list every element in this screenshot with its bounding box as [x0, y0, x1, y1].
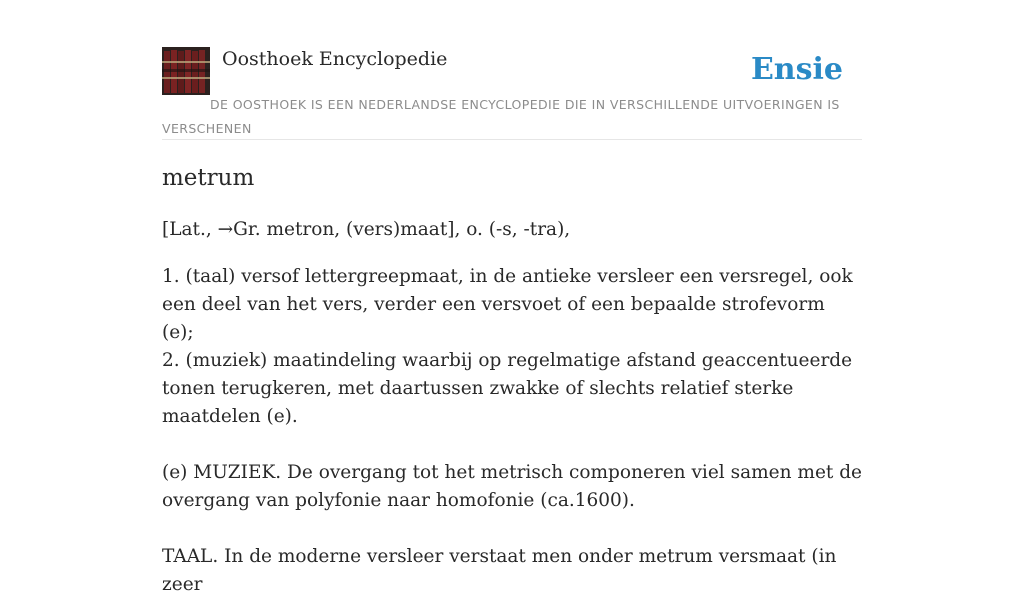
site-header: [162, 47, 862, 140]
avatar[interactable]: [162, 47, 210, 95]
entry-title: metrum: [162, 165, 255, 191]
definition-1: 1. (taal) versof lettergreepmaat, in de antieke versleer een versregel, ook een deel van het vers, verder een versvoet of een bepaalde strofevorm (e);: [162, 266, 853, 343]
spacer: [162, 431, 862, 459]
encyclopedia-books-icon: [162, 47, 210, 95]
brand-logo[interactable]: Ensie: [750, 52, 843, 87]
note-language: TAAL. In de moderne versleer verstaat men onder metrum versmaat (in zeer: [162, 546, 837, 595]
note-music: (e) MUZIEK. De overgang tot het metrisch componeren viel samen met de overgang van polyfonie naar homofonie (ca.1600).: [162, 462, 862, 511]
site-title[interactable]: Oosthoek Encyclopedie: [222, 48, 448, 70]
entry-content: [162, 216, 862, 599]
entry-etymology: [Lat., →Gr. metron, (vers)maat], o. (-s, -tra),: [162, 219, 571, 240]
site-tagline: DE OOSTHOEK IS EEN NEDERLANDSE ENCYCLOPEDIE DIE IN VERSCHILLENDE UITVOERINGEN IS VERSCHENEN: [162, 97, 840, 136]
spacer: [162, 515, 862, 543]
definition-2: 2. (muziek) maatindeling waarbij op regelmatige afstand geaccentueerde tonen terugkeren, met daartussen zwakke of slechts relatief sterke maatdelen (e).: [162, 350, 853, 427]
